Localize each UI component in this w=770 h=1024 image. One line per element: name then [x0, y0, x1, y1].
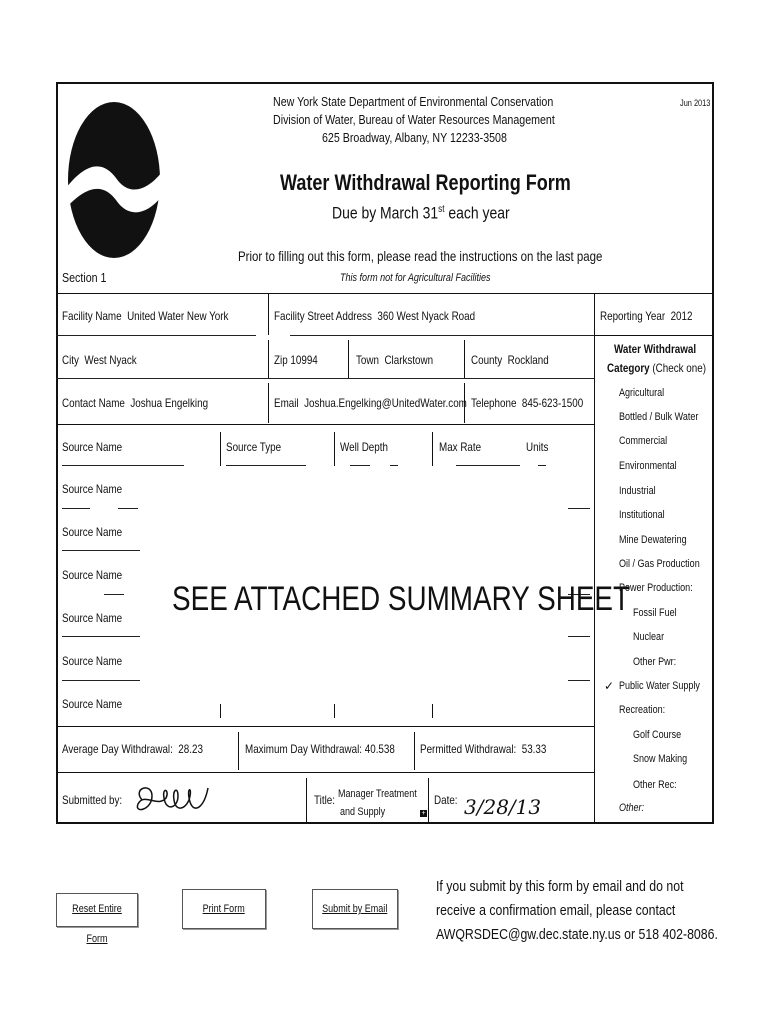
field-overflow-icon: + [421, 810, 426, 817]
source-name-row-2[interactable]: Source Name [62, 482, 123, 496]
title-value-line-1[interactable]: Manager Treatment [338, 788, 417, 800]
not-for-agricultural: This form not for Agricultural Facilities [340, 272, 491, 284]
underline [390, 465, 398, 466]
average-day-withdrawal[interactable]: Average Day Withdrawal: 28.23 [62, 742, 203, 756]
category-option[interactable]: Other: [619, 802, 645, 814]
category-option[interactable]: Other Rec: [633, 779, 677, 791]
source-type-header: Source Type [226, 440, 282, 454]
divider [56, 726, 594, 727]
source-name-row-3[interactable]: Source Name [62, 525, 123, 539]
divider [306, 778, 307, 824]
divider [432, 704, 433, 718]
underline [56, 335, 256, 336]
category-option[interactable]: Other Pwr: [633, 656, 677, 668]
contact-name-field[interactable]: Contact Name Joshua Engelking [62, 396, 209, 410]
divider [432, 432, 433, 466]
submitted-by-label: Submitted by: [62, 793, 123, 807]
see-attached-overlay: SEE ATTACHED SUMMARY SHEET [172, 580, 631, 618]
underline [350, 465, 370, 466]
email-note-line-2: receive a confirmation email, please contact [436, 902, 676, 919]
underline [456, 465, 520, 466]
print-form-button[interactable]: Print Form [182, 889, 266, 929]
divider [220, 704, 221, 718]
zip-field[interactable]: Zip 10994 [274, 353, 318, 367]
source-name-row-7[interactable]: Source Name [62, 697, 123, 711]
category-option[interactable]: Oil / Gas Production [619, 558, 700, 570]
underline [62, 465, 184, 466]
date-label: Date: [434, 793, 458, 807]
category-subtitle: Category (Check one) [607, 361, 706, 375]
date-value[interactable]: 3/28/13 [464, 795, 542, 819]
section-divider [56, 293, 714, 294]
well-depth-header: Well Depth [340, 440, 388, 454]
category-option[interactable]: Power Production: [619, 582, 693, 594]
underline [568, 508, 590, 509]
telephone-field[interactable]: Telephone 845-623-1500 [471, 396, 584, 410]
divider [268, 293, 269, 335]
underline [62, 508, 90, 509]
section-label: Section 1 [62, 270, 107, 285]
category-option[interactable]: Public Water Supply [619, 680, 700, 692]
due-date: Due by March 31st each year [332, 203, 510, 223]
divider [428, 778, 429, 824]
dept-line-1: New York State Department of Environmental Conservation [273, 94, 554, 109]
divider [334, 432, 335, 466]
revision-date: Jun 2013 [680, 98, 711, 108]
category-option[interactable]: Nuclear [633, 631, 665, 643]
city-field[interactable]: City West Nyack [62, 353, 137, 367]
divider [464, 383, 465, 423]
instructions-note: Prior to filling out this form, please read the instructions on the last page [238, 248, 603, 264]
divider [238, 732, 239, 770]
signature [128, 778, 214, 822]
underline [62, 636, 140, 637]
dept-line-2: Division of Water, Bureau of Water Resources Management [273, 112, 555, 127]
units-header: Units [526, 440, 549, 454]
category-option[interactable]: Institutional [619, 509, 665, 521]
title-label: Title: [314, 793, 335, 807]
form-title: Water Withdrawal Reporting Form [280, 170, 571, 195]
category-option[interactable]: Snow Making [633, 753, 688, 765]
underline [62, 550, 140, 551]
underline [538, 465, 546, 466]
category-option[interactable]: Fossil Fuel [633, 607, 677, 619]
town-field[interactable]: Town Clarkstown [356, 353, 434, 367]
facility-name-field[interactable]: Facility Name United Water New York [62, 309, 229, 323]
divider [334, 704, 335, 718]
underline [226, 465, 306, 466]
dept-address: 625 Broadway, Albany, NY 12233-3508 [322, 130, 507, 145]
underline [568, 680, 590, 681]
category-title: Water Withdrawal [614, 342, 697, 356]
underline [568, 636, 590, 637]
divider [268, 383, 269, 423]
divider [56, 772, 594, 773]
divider [268, 340, 269, 378]
category-option[interactable]: Environmental [619, 460, 677, 472]
source-name-row-5[interactable]: Source Name [62, 611, 123, 625]
category-option[interactable]: Golf Course [633, 729, 682, 741]
email-note-line-1: If you submit by this form by email and do not [436, 878, 684, 895]
divider [220, 432, 221, 466]
underline [290, 335, 594, 336]
submit-by-email-button[interactable]: Submit by Email [312, 889, 398, 929]
dec-logo [66, 100, 162, 260]
category-option[interactable]: Industrial [619, 485, 656, 497]
title-value-line-2[interactable]: and Supply [340, 806, 386, 818]
category-option[interactable]: Agricultural [619, 387, 665, 399]
underline [104, 594, 124, 595]
email-field[interactable]: Email Joshua.Engelking@UnitedWater.com [274, 396, 467, 410]
source-name-row-4[interactable]: Source Name [62, 568, 123, 582]
category-option[interactable]: Commercial [619, 435, 668, 447]
reporting-year-field[interactable]: Reporting Year 2012 [600, 309, 693, 323]
email-note-line-3: AWQRSDEC@gw.dec.state.ny.us or 518 402-8086. [436, 926, 718, 943]
category-option[interactable]: Recreation: [619, 704, 666, 716]
check-mark-icon: ✓ [604, 679, 615, 693]
divider [56, 424, 594, 425]
divider [414, 732, 415, 770]
source-name-header: Source Name [62, 440, 123, 454]
divider [594, 335, 714, 336]
facility-address-field[interactable]: Facility Street Address 360 West Nyack Road [274, 309, 476, 323]
category-column-divider [594, 293, 595, 824]
max-rate-header: Max Rate [439, 440, 482, 454]
divider [348, 340, 349, 378]
divider [464, 340, 465, 378]
permitted-withdrawal[interactable]: Permitted Withdrawal: 53.33 [420, 742, 547, 756]
category-option[interactable]: Bottled / Bulk Water [619, 411, 699, 423]
underline [118, 508, 138, 509]
underline [62, 680, 140, 681]
category-option[interactable]: Mine Dewatering [619, 534, 687, 546]
maximum-day-withdrawal[interactable]: Maximum Day Withdrawal: 40.538 [245, 742, 395, 756]
underline [56, 378, 594, 379]
source-name-row-6[interactable]: Source Name [62, 654, 123, 668]
county-field[interactable]: County Rockland [471, 353, 549, 367]
reset-form-button[interactable]: Reset Entire Form [56, 893, 138, 927]
